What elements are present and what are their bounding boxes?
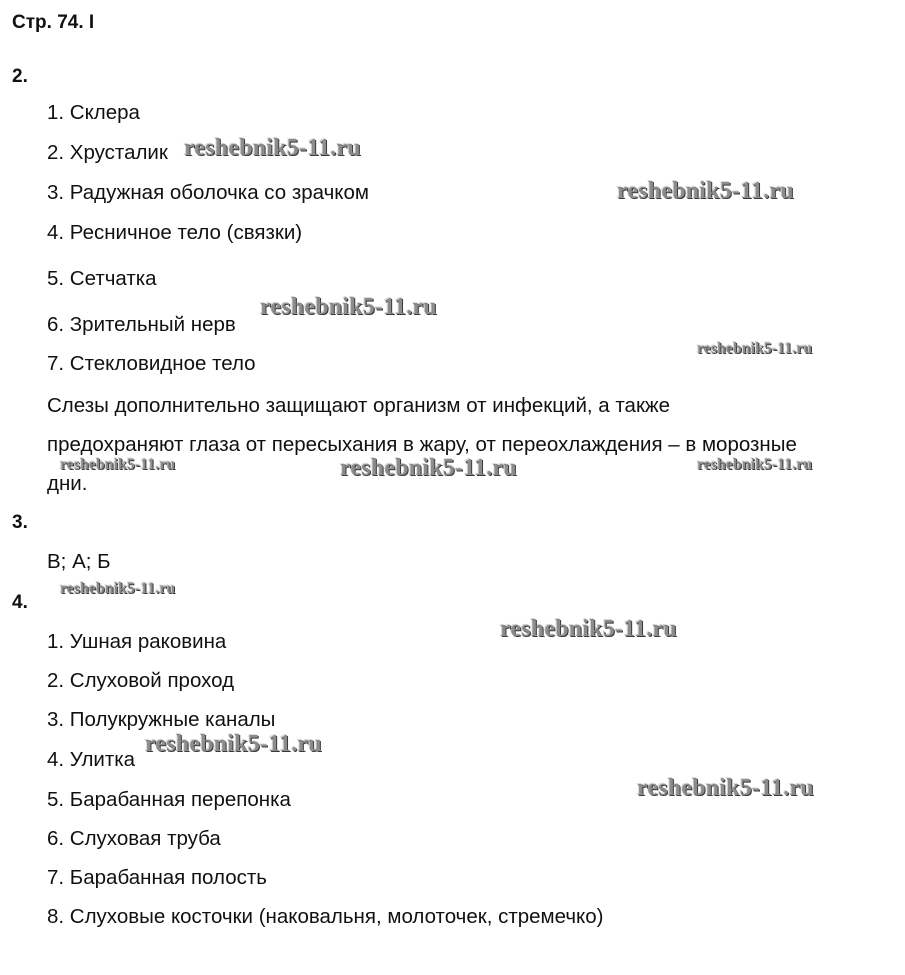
section-4-item: 3. Полукружные каналы — [47, 708, 276, 731]
watermark: reshebnik5-11.ru — [340, 455, 517, 481]
watermark: reshebnik5-11.ru — [500, 616, 677, 642]
section-3-answer: В; А; Б — [47, 550, 111, 573]
watermark: reshebnik5-11.ru — [697, 456, 813, 473]
section-4-number: 4. — [12, 592, 28, 613]
watermark: reshebnik5-11.ru — [145, 731, 322, 757]
section-2-item: 4. Ресничное тело (связки) — [47, 221, 303, 244]
section-4-item: 1. Ушная раковина — [47, 630, 227, 653]
section-2-item: 3. Радужная оболочка со зрачком — [47, 181, 369, 204]
section-2-item: 1. Склера — [47, 101, 140, 124]
page-title: Стр. 74. I — [12, 12, 95, 33]
section-2-number: 2. — [12, 66, 28, 87]
watermark: reshebnik5-11.ru — [637, 775, 814, 801]
watermark: reshebnik5-11.ru — [184, 135, 361, 161]
section-2-item: 5. Сетчатка — [47, 267, 157, 290]
section-4-item: 8. Слуховые косточки (наковальня, молоточек, стремечко) — [47, 905, 604, 928]
section-2-item: 7. Стекловидное тело — [47, 352, 256, 375]
section-2-item: 6. Зрительный нерв — [47, 313, 236, 336]
watermark: reshebnik5-11.ru — [697, 340, 813, 357]
section-4-item: 7. Барабанная полость — [47, 866, 267, 889]
watermark: reshebnik5-11.ru — [60, 456, 176, 473]
watermark: reshebnik5-11.ru — [617, 178, 794, 204]
watermark: reshebnik5-11.ru — [260, 294, 437, 320]
section-4-item: 6. Слуховая труба — [47, 827, 221, 850]
section-4-item: 4. Улитка — [47, 748, 136, 771]
watermark: reshebnik5-11.ru — [60, 580, 176, 597]
section-4-item: 2. Слуховой проход — [47, 669, 235, 692]
section-2-paragraph-line: предохраняют глаза от пересыхания в жару, от переохлаждения – в морозные — [47, 433, 797, 456]
section-3-number: 3. — [12, 512, 28, 533]
section-4-item: 5. Барабанная перепонка — [47, 788, 291, 811]
section-2-item: 2. Хрусталик — [47, 141, 168, 164]
section-2-paragraph-line: Слезы дополнительно защищают организм от инфекций, а также — [47, 394, 671, 417]
section-2-paragraph-line: дни. — [47, 472, 88, 495]
